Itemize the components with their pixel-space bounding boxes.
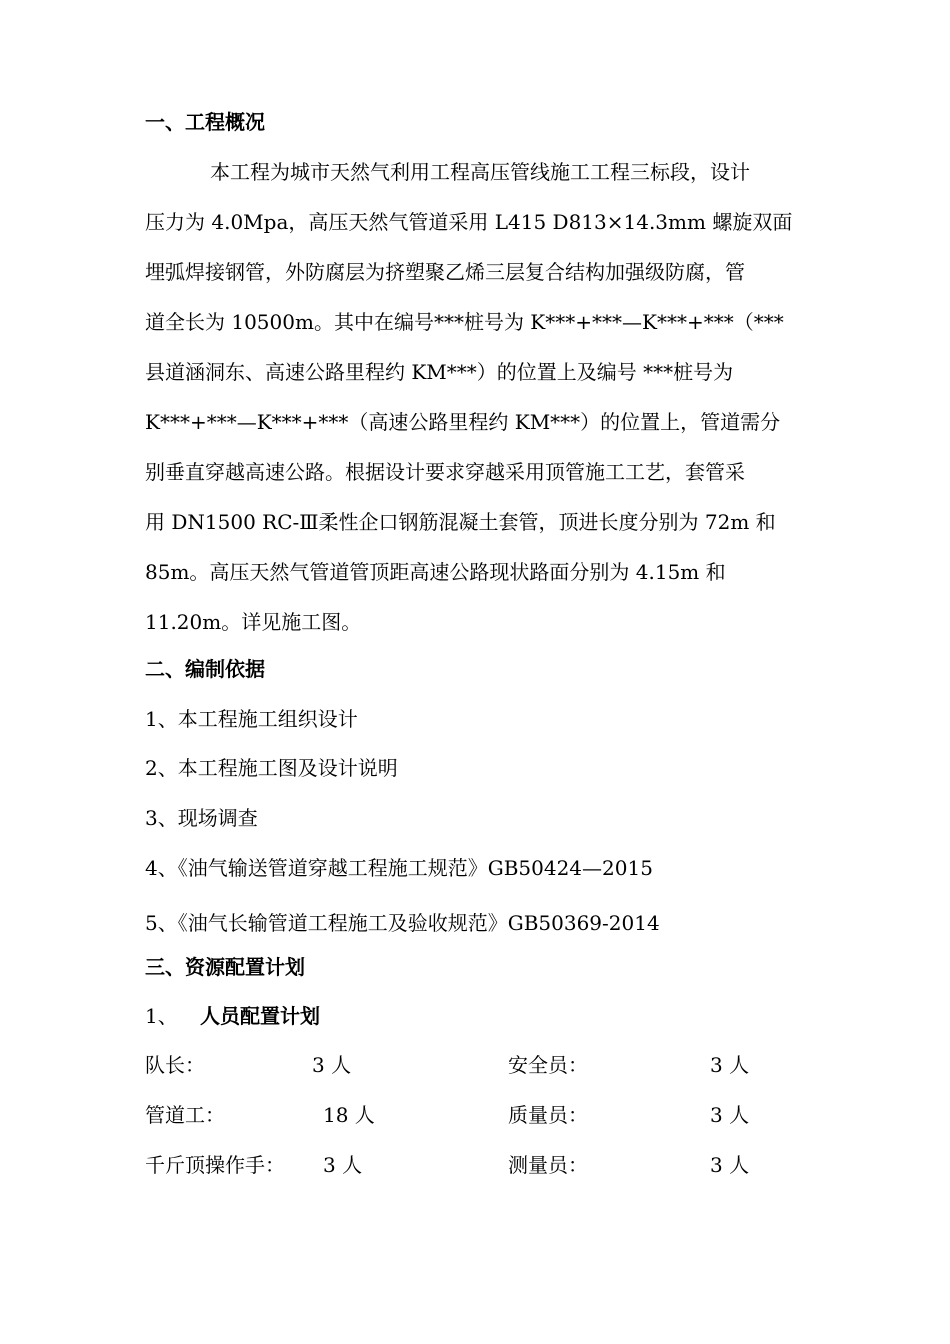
basis-item: 5、《油气长输管道工程施工及验收规范》GB50369-2014 xyxy=(145,911,660,935)
staff-count: 3 人 xyxy=(710,1103,750,1127)
subsection-title-staffing: 人员配置计划 xyxy=(200,1004,320,1028)
paragraph-line: 道全长为 10500m。其中在编号***桩号为 K***+***—K***+***（*** xyxy=(145,310,784,334)
staff-count: 18 人 xyxy=(323,1103,375,1127)
paragraph-line: 埋弧焊接钢管，外防腐层为挤塑聚乙烯三层复合结构加强级防腐，管 xyxy=(145,260,745,284)
section-heading-resources: 三、资源配置计划 xyxy=(145,955,305,979)
staff-count: 3 人 xyxy=(312,1053,352,1077)
overview-paragraph xyxy=(145,147,805,647)
staff-count: 3 人 xyxy=(710,1053,750,1077)
paragraph-line: K***+***—K***+***（高速公路里程约 KM***）的位置上，管道需分 xyxy=(145,410,781,434)
paragraph-line: 85m。高压天然气管道管顶距高速公路现状路面分别为 4.15m 和 xyxy=(145,560,726,584)
paragraph-line: 县道涵洞东、高速公路里程约 KM***）的位置上及编号 ***桩号为 xyxy=(145,360,734,384)
staff-role: 测量员： xyxy=(508,1153,588,1177)
paragraph-line: 用 DN1500 RC-Ⅲ柔性企口钢筋混凝土套管，顶进长度分别为 72m 和 xyxy=(145,510,776,534)
section-heading-basis: 二、编制依据 xyxy=(145,657,265,681)
basis-item: 1、本工程施工组织设计 xyxy=(145,707,358,731)
basis-item: 3、现场调查 xyxy=(145,806,258,830)
section-heading-overview: 一、工程概况 xyxy=(145,110,265,134)
staff-role: 质量员： xyxy=(508,1103,588,1127)
staff-role: 安全员： xyxy=(508,1053,588,1077)
staff-role: 管道工： xyxy=(145,1103,225,1127)
subsection-number: 1、 xyxy=(145,1004,178,1028)
basis-item: 4、《油气输送管道穿越工程施工规范》GB50424—2015 xyxy=(145,856,653,880)
staff-role: 队长： xyxy=(145,1053,205,1077)
paragraph-line: 压力为 4.0Mpa，高压天然气管道采用 L415 D813×14.3mm 螺旋双面 xyxy=(145,210,793,234)
staff-count: 3 人 xyxy=(323,1153,363,1177)
staff-role: 千斤顶操作手： xyxy=(145,1153,285,1177)
basis-item: 2、本工程施工图及设计说明 xyxy=(145,756,398,780)
paragraph-line: 11.20m。详见施工图。 xyxy=(145,610,362,634)
paragraph-line: 别垂直穿越高速公路。根据设计要求穿越采用顶管施工工艺，套管采 xyxy=(145,460,745,484)
paragraph-line: 本工程为城市天然气利用工程高压管线施工工程三标段，设计 xyxy=(210,160,750,184)
staff-count: 3 人 xyxy=(710,1153,750,1177)
